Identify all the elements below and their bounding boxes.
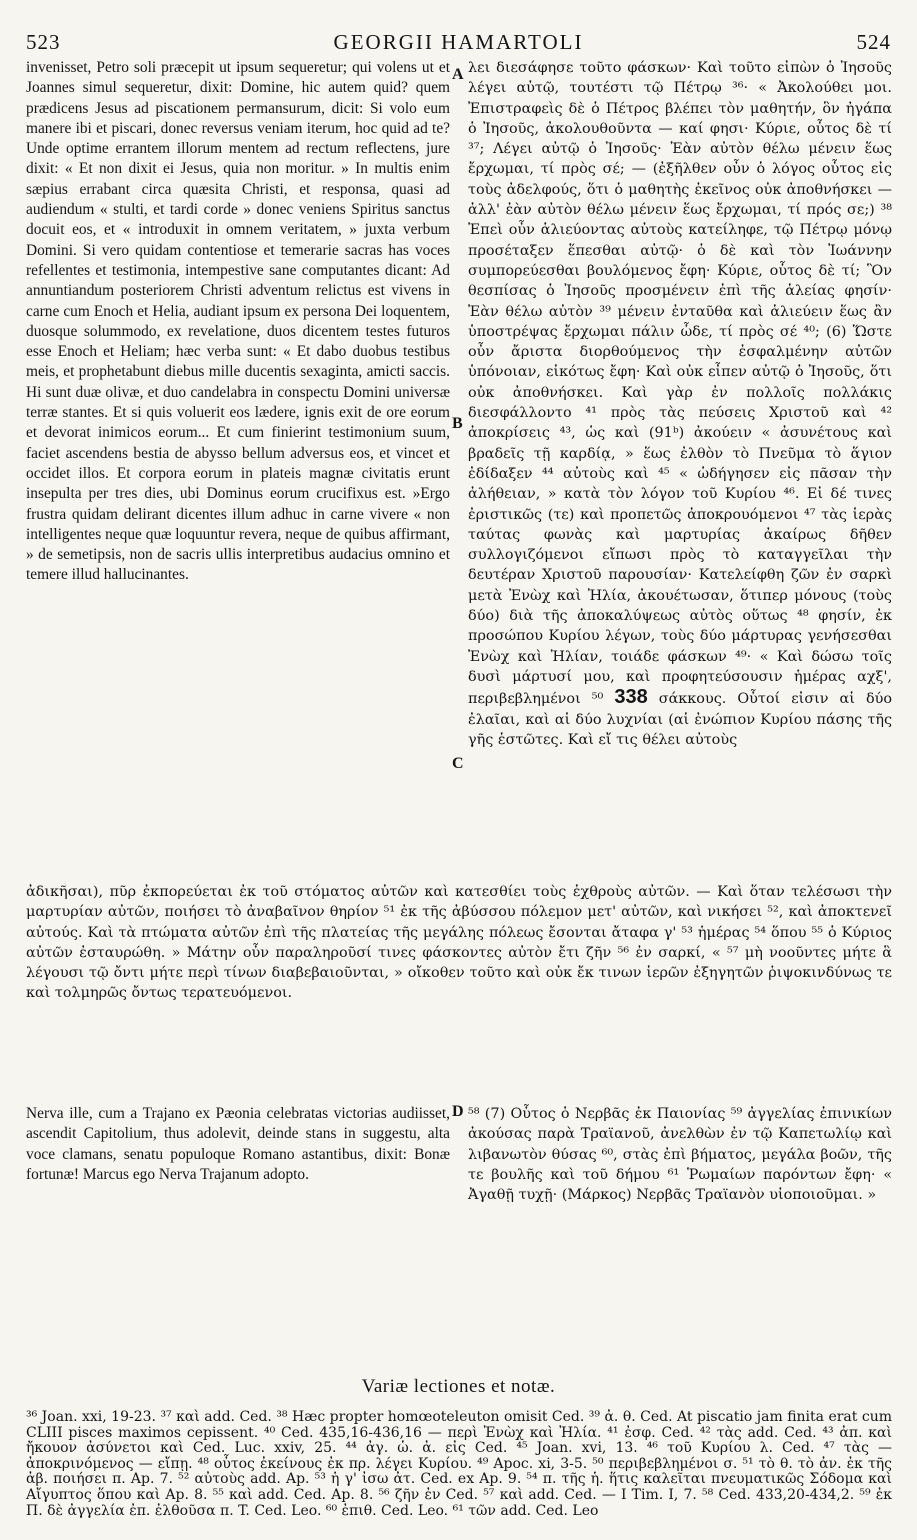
page-header (26, 30, 891, 60)
footnotes (26, 1410, 892, 1519)
greek-text-b: σάκκους. Οὗτοί εἰσιν αἱ δύο ἐλαῖαι, καὶ αἱ δύο λυχνίαι (αἱ ἐνώπιον Κυρίου πάσης τῆς γῆς ἑστῶτες. Καὶ εἴ τις θέλει αὐτοὺς (468, 691, 893, 748)
greek-full-width-text (26, 882, 892, 1004)
greek-paragraph-nerva: ⁵⁸ (7) Οὗτος ὁ Νερβᾶς ἐκ Παιονίας ⁵⁹ ἀγγελίας ἐπινικίων ἀκούσας παρὰ Τραϊανοῦ, ἀνελθὼν ἐν τῷ Καπετωλίῳ καὶ λιβανωτὸν θύσας ⁶⁰, στὰς ἐπὶ βήματος, μεγάλα βοῶν, τῆς τε βουλῆς καὶ τοῦ δήμου ⁶¹ Ῥωμαίων παρόντων ἔφη· « Ἀγαθῇ τυχῇ· (Μάρκος) Νερβᾶς Τραϊανὸν υἱοποιοῦμαι. » (468, 1106, 892, 1204)
greek-column-bottom (468, 1104, 892, 1205)
margin-marker-d: D (452, 1103, 464, 1120)
latin-column-top (26, 58, 450, 874)
running-title: GEORGII HAMARTOLI (333, 30, 584, 54)
latin-paragraph-nerva: Nerva ille, cum a Trajano ex Pæonia celebratas victorias audiisset, ascendit Capitolium, thus adolevit, deinde stans in suggestu, alta voce clamans, senatu populoque Romano astantibus, dixit: Bonæ fortunæ! Marcus ego Nerva Trajanum adopto. (26, 1105, 450, 1183)
greek-text-a: λει διεσάφησε τοῦτο φάσκων· Καὶ τοῦτο εἰπὼν ὁ Ἰησοῦς λέγει αὐτῷ, τουτέστι τῷ Πέτρῳ ³⁶· « Ἀκολούθει μοι. Ἐπιστραφεὶς δὲ ὁ Πέτρος βλέπει τὸν μαθητήν, ὃν ἠγάπα ὁ Ἰησοῦς, ἀκολουθοῦντα — καί φησι· Κύριε, οὗτος δὲ τί ³⁷; Λέγει αὐτῷ ὁ Ἰησοῦς· Ἐὰν αὐτὸν θέλω μένειν ἕως ἔρχωμαι, τί πρὸς σέ; — (ἐξῆλθεν οὖν ὁ λόγος οὗτος εἰς τοὺς ἀδελφούς, ὅτι ὁ μαθητὴς ἐκεῖνος οὐκ ἀποθνήσκει — ἀλλ' ἐὰν αὐτὸν θέλω μένειν ἕως ἔρχωμαι, τί πρός σε;) ³⁸ Ἐπεὶ οὖν ἁλιεύοντας αὐτοὺς κατείληφε, τῷ Πέτρῳ μόνῳ προσέταξεν ἕπεσθαι αὐτῷ· ὁ δὲ καὶ τὸν Ἰωάννην συμπορεύεσθαι βουλόμενος ἔφη· Κύριε, οὗτος δὲ τί; Ὃν θεσπίσας ὁ Ἰησοῦς προσμένειν ἐπὶ τῆς ἁλείας φησίν· Ἐὰν θέλω αὐτὸν ³⁹ μένειν ἐνταῦθα καὶ ἁλιεύειν ἕως ἂν ὑποστρέψας ἔρχωμαι πάλιν ὧδε, τί πρὸς σέ ⁴⁰; (6) Ὥστε οὖν ἄριστα διορθούμενος τὴν ἐσφαλμένην αὐτῶν ὑπόνοιαν, εἰκότως ἔφη· Καὶ οὐκ εἶπεν αὐτῷ ὁ Ἰησοῦς, ὅτι οὐκ ἀποθνήσκει. Καὶ γὰρ ἐν πολλοῖς πολλάκις διεσφάλλοντο ⁴¹ πρὸς τὰς πεύσεις Χριστοῦ καὶ ⁴² ἀποκρίσεις ⁴³, ὡς καὶ (91ᵇ) ἀκούειν « ἀσυνέτους καὶ βραδεῖς τῇ καρδίᾳ, » ἕως ἐλθὸν τὸ Πνεῦμα τὸ ἅγιον ἐδίδαξεν ⁴⁴ αὐτοὺς καὶ ⁴⁵ « ὡδήγησεν εἰς πᾶσαν τὴν ἀλήθειαν, » κατὰ τὸν λόγον τοῦ Κυρίου ⁴⁶. Εἰ δέ τινες ἐριστικῶς (τε) καὶ προπετῶς ἀποκρουόμενοι ⁴⁷ τὰς ἱερὰς ταύτας φωνὰς καὶ μαρτυρίας ἀκαίρως δῆθεν συλλογιζόμενοι εἴπωσι πρὸς τὸ καταγγεῖλαι τὴν δευτέραν Χριστοῦ παρουσίαν· Κατελείφθη ζῶν ἐν σαρκὶ μετὰ Ἐνὼχ καὶ Ἠλία, ἀκουέτωσαν, ὅτιπερ μόνους (τοὺς δύο) διὰ τῆς ἀποκαλύψεως αὐτὸς οὕτως ⁴⁸ φησίν, ἐκ προσώπου Κυρίου λέγων, τοὺς δύο μάρτυρας γενήσεσθαι Ἐνὼχ καὶ Ἠλίαν, τοιάδε φάσκων ⁴⁹· « Καὶ δώσω τοῖς δυσὶ μάρτυσί μου, καὶ προφητεύσουσιν ἡμέρας αχξ', περιβεβλημένοι ⁵⁰ (468, 60, 892, 708)
greek-full-paragraph: ἀδικῆσαι), πῦρ ἐκπορεύεται ἐκ τοῦ στόματος αὐτῶν καὶ κατεσθίει τοὺς ἐχθροὺς αὐτῶν. — Καὶ ὅταν τελέσωσι τὴν μαρτυρίαν αὐτῶν, ποιήσει τὸ ἀναβαῖνον θηρίον ⁵¹ ἐκ τῆς ἀβύσσου πόλεμον μετ' αὐτῶν, καὶ νικήσει ⁵², καὶ ἀποκτενεῖ αὐτούς. Καὶ τὰ πτώματα αὐτῶν ἐπὶ τῆς πλατείας τῆς μεγάλης πόλεως ἔσονται ἄταφα γ' ⁵³ ἡμέρας ⁵⁴ ὅπου ⁵⁵ ὁ Κύριος αὐτῶν ἐσταυρώθη. » Μάτην οὖν παραληροῦσί τινες φάσκοντες αὐτὸν ἔτι ζῆν ⁵⁶ ἐν σαρκί, « ⁵⁷ μὴ νοοῦντες μήτε ἃ λέγουσι τῷ ὄντι μήτε περὶ τίνων διαβεβαιοῦνται, » οἴκοθεν τοῦτο καὶ οὐκ ἔκ τινων ἱερῶν ἐξηγητῶν ῥιψοκινδύνως τε καὶ τολμηρῶς ὄντως τερατευόμενοι. (26, 884, 892, 1002)
page-number-right: 524 (856, 30, 891, 54)
footnotes-text: ³⁶ Joan. xxi, 19-23. ³⁷ καὶ add. Ced. ³⁸ Hæc propter homœoteleuton omisit Ced. ³⁹ ἀ. θ. Ced. At piscatio jam finita erat cum CLIII pisces maximos cepissent. ⁴⁰ Ced. 435,16-436,16 — περὶ Ἐνὼχ καὶ Ἠλία. ⁴¹ ἐσφ. Ced. ⁴² τὰς add. Ced. ⁴³ ἀπ. καὶ ἤκουον ἀσύνετοι καὶ Ced. Luc. xxiv, 25. ⁴⁴ ἀγ. ὡ. ἀ. εἰς Ced. ⁴⁵ Joan. xvi, 13. ⁴⁶ τοῦ Κυρίου λ. Ced. ⁴⁷ τὰς — ἀποκρινόμενος — εἴπῃ. ⁴⁸ οὗτος ἐκείνους ἐκ πρ. λέγει Κυρίου. ⁴⁹ Apoc. xi, 3-5. ⁵⁰ περιβεβλημένοι σ. ⁵¹ τὸ θ. τὸ ἀν. ἐκ τῆς ἀβ. ποιήσει π. Ap. 7. ⁵² αὐτοὺς add. Ap. ⁵³ ἡ γ' ἰσω ἀτ. Ced. ex Ap. 9. ⁵⁴ π. τῆς ἡ. ἥτις καλεῖται πνευματικῶς Σόδομα καὶ Αἴγυπτος ὅπου καὶ Ap. 8. ⁵⁵ καὶ add. Ced. Ap. 8. ⁵⁶ ζῆν ἐν Ced. ⁵⁷ καὶ add. Ced. — I Tim. I, 7. ⁵⁸ Ced. 433,20-434,2. ⁵⁹ ἐκ Π. δὲ ἀγγελία ἐπ. ἐλθοῦσα π. T. Ced. Leo. ⁶⁰ ἐπιθ. Ced. Leo. ⁶¹ τῶν add. Ced. Leo (26, 1409, 892, 1519)
notes-heading: Variæ lectiones et notæ. (361, 1376, 556, 1397)
margin-marker-a: A (452, 66, 464, 83)
page-mark: 338 (614, 686, 648, 709)
latin-paragraph: invenisset, Petro soli præcepit ut ipsum sequeretur; qui volens ut et Joannes simul sequeretur, dixit: Domine, hic autem quid? quem prædicens Jesus ad piscationem permansurum, dicit: Si volo eum manere ibi et piscari, donec reversus veniam iterum, hoc quid ad te? Unde optime errantem illorum mentem ad rectum reflectens, jure dixit: « Et non dixit ei Jesus, quia non moritur. » In multis enim sæpius errabant circa quæsita Christi, et responsa, quasi ad audiendum « stulti, et tardi corde » donec veniens Spiritus sanctus docuit eos, et « introduxit in omnem veritatem, » juxta verbum Domini. Si vero quidam contentiose et temerarie sacras has voces refellentes et testimonia, intempestive sane computantes dicant: Ad annuntiandum posteriorem Christi adventum relictus est vivens in carne cum Enoch et Helia, audiant ipsum ex persona Dei loquentem, duosque solummodo, ex revelatione, duos dicentem testes futuros esse Enoch et Heliam; hæc verba sunt: « Et dabo duobus testibus meis, et prophetabunt diebus mille ducentis sexaginta, amicti saccis. Hi sunt duæ olivæ, et duo candelabra in conspectu Domini universæ terræ stantes. Et si quis voluerit eos lædere, ignis exit de ore eorum et devorat inimicos eorum... Et cum finierint testimonium suum, faciet ascendens bestia de abysso bellum adversus eos, et vincet et occidet illos. Et corpora eorum in plateis magnæ civitatis erunt insepulta per tres dies, ubi Dominus eorum crucifixus est. »Ergo frustra quidam delirant dicentes illum adhuc in carne vivere « non intelligentes neque quæ loquuntur revera, neque de quibus affirmant, » de semetipsis, non de sacris ullis interpretibus audacius omnino et temere illud hallucinantes. (26, 59, 450, 584)
page-number-left: 523 (26, 30, 61, 54)
latin-column-bottom (26, 1104, 450, 1185)
greek-column-top (468, 58, 892, 878)
margin-marker-c: C (452, 755, 464, 772)
greek-paragraph (468, 58, 892, 750)
margin-marker-b: B (452, 415, 463, 432)
